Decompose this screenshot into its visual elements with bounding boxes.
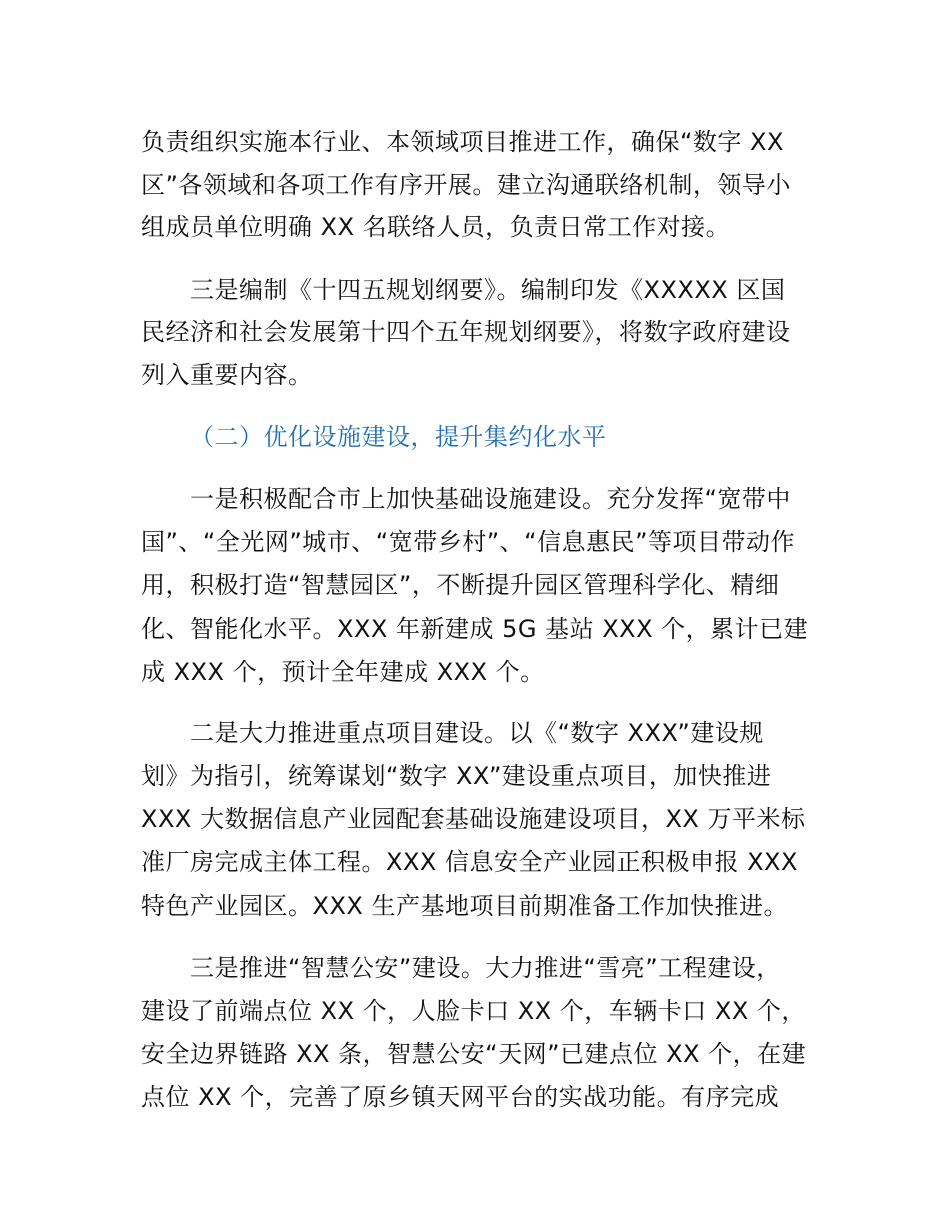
paragraph-2-line-1: 三是编制《十四五规划纲要》。编制印发《XXXXX 区国 — [190, 276, 786, 304]
paragraph-1-line-2: 区”各领域和各项工作有序开展。建立沟通联络机制，领导小 — [141, 171, 791, 199]
paragraph-4-line-1: 二是大力推进重点项目建设。以《“数字 XXX”建设规 — [190, 719, 764, 747]
paragraph-4-line-4: 准厂房完成主体工程。XXX 信息安全产业园正积极申报 XXX — [141, 848, 798, 876]
paragraph-5-line-1: 三是推进“智慧公安”建设。大力推进“雪亮”工程建设， — [190, 954, 781, 982]
paragraph-3-line-1: 一是积极配合市上加快基础设施建设。充分发挥“宽带中 — [190, 485, 791, 513]
paragraph-2-line-3: 列入重要内容。 — [141, 361, 313, 389]
paragraph-4-line-5: 特色产业园区。XXX 生产基地项目前期准备工作加快推进。 — [141, 892, 788, 920]
paragraph-3-line-2: 国”、“全光网”城市、“宽带乡村”、“信息惠民”等项目带动作 — [141, 528, 796, 556]
paragraph-3-line-4: 化、智能化水平。XXX 年新建成 5G 基站 XXX 个，累计已建 — [141, 615, 809, 643]
paragraph-1-line-1: 负责组织实施本行业、本领域项目推进工作，确保“数字 XX — [141, 128, 784, 156]
paragraph-2-line-2: 民经济和社会发展第十四个五年规划纲要》，将数字政府建设 — [141, 318, 791, 346]
paragraph-5-line-2: 建设了前端点位 XX 个，人脸卡口 XX 个，车辆卡口 XX 个， — [141, 997, 806, 1025]
paragraph-5-line-4: 点位 XX 个，完善了原乡镇天网平台的实战功能。有序完成 — [141, 1083, 780, 1111]
paragraph-4-line-3: XXX 大数据信息产业园配套基础设施建设项目，XX 万平米标 — [141, 805, 806, 833]
paragraph-3-line-3: 用，积极打造“智慧园区”，不断提升园区管理科学化、精细 — [141, 571, 780, 599]
paragraph-1-line-3: 组成员单位明确 XX 名联络人员，负责日常工作对接。 — [141, 213, 731, 241]
paragraph-5-line-3: 安全边界链路 XX 条，智慧公安“天网”已建点位 XX 个，在建 — [141, 1040, 807, 1068]
paragraph-3-line-5: 成 XXX 个，预计全年建成 XXX 个。 — [141, 658, 545, 686]
paragraph-4-line-2: 划》为指引，统筹谋划“数字 XX”建设重点项目，加快推进 — [141, 762, 772, 790]
section-heading: （二）优化设施建设，提升集约化水平 — [190, 423, 607, 451]
